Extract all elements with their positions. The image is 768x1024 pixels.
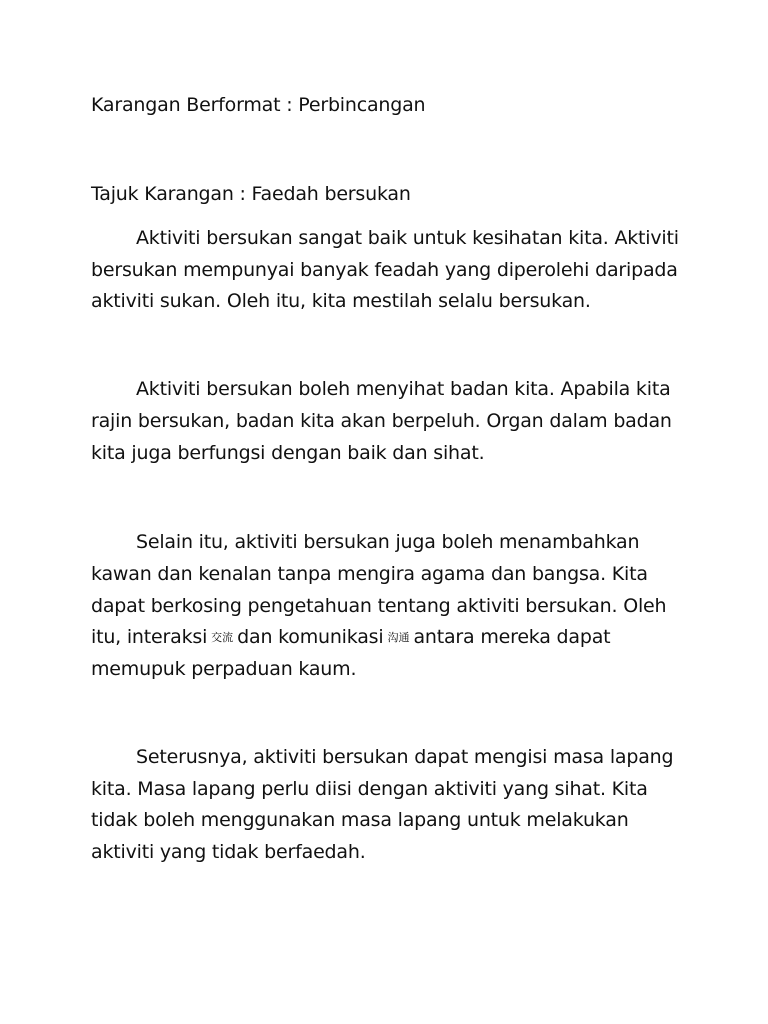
paragraph-3-line-3: dapat berkosing pengetahuan tentang aktiviti bersukan. Oleh [91, 595, 667, 617]
paragraph-4-line-2: kita. Masa lapang perlu diisi dengan aktiviti yang sihat. Kita [91, 778, 648, 800]
paragraph-4-line-4: aktiviti yang tidak berfaedah. [91, 841, 366, 863]
paragraph-1-line-1: Aktiviti bersukan sangat baik untuk kesihatan kita. Aktiviti [136, 227, 679, 249]
paragraph-3-line-5: memupuk perpaduan kaum. [91, 658, 357, 680]
line-4-text-part-1: itu, interaksi [91, 626, 208, 648]
cjk-annotation-komunikasi: 沟通 [387, 631, 410, 644]
paragraph-4-line-3: tidak boleh menggunakan masa lapang untuk melakukan [91, 809, 629, 831]
line-4-text-part-3: antara mereka dapat [413, 626, 611, 648]
paragraph-4-line-1: Seterusnya, aktiviti bersukan dapat mengisi masa lapang [136, 746, 674, 768]
paragraph-3-line-1: Selain itu, aktiviti bersukan juga boleh menambahkan [136, 531, 640, 553]
cjk-annotation-interaksi: 交流 [211, 631, 234, 644]
paragraph-2-line-2: rajin bersukan, badan kita akan berpeluh. Organ dalam badan [91, 410, 672, 432]
paragraph-1-line-3: aktiviti sukan. Oleh itu, kita mestilah selalu bersukan. [91, 290, 591, 312]
essay-format-heading: Karangan Berformat : Perbincangan [91, 94, 426, 116]
line-4-text-part-2: dan komunikasi [237, 626, 384, 648]
essay-title-heading: Tajuk Karangan : Faedah bersukan [91, 183, 411, 205]
paragraph-2-line-3: kita juga berfungsi dengan baik dan sihat. [91, 442, 485, 464]
paragraph-1-line-2: bersukan mempunyai banyak feadah yang diperolehi daripada [91, 259, 678, 281]
paragraph-2-line-1: Aktiviti bersukan boleh menyihat badan kita. Apabila kita [136, 378, 671, 400]
paragraph-3-line-2: kawan dan kenalan tanpa mengira agama dan bangsa. Kita [91, 563, 648, 585]
paragraph-3-line-4 [91, 625, 610, 652]
